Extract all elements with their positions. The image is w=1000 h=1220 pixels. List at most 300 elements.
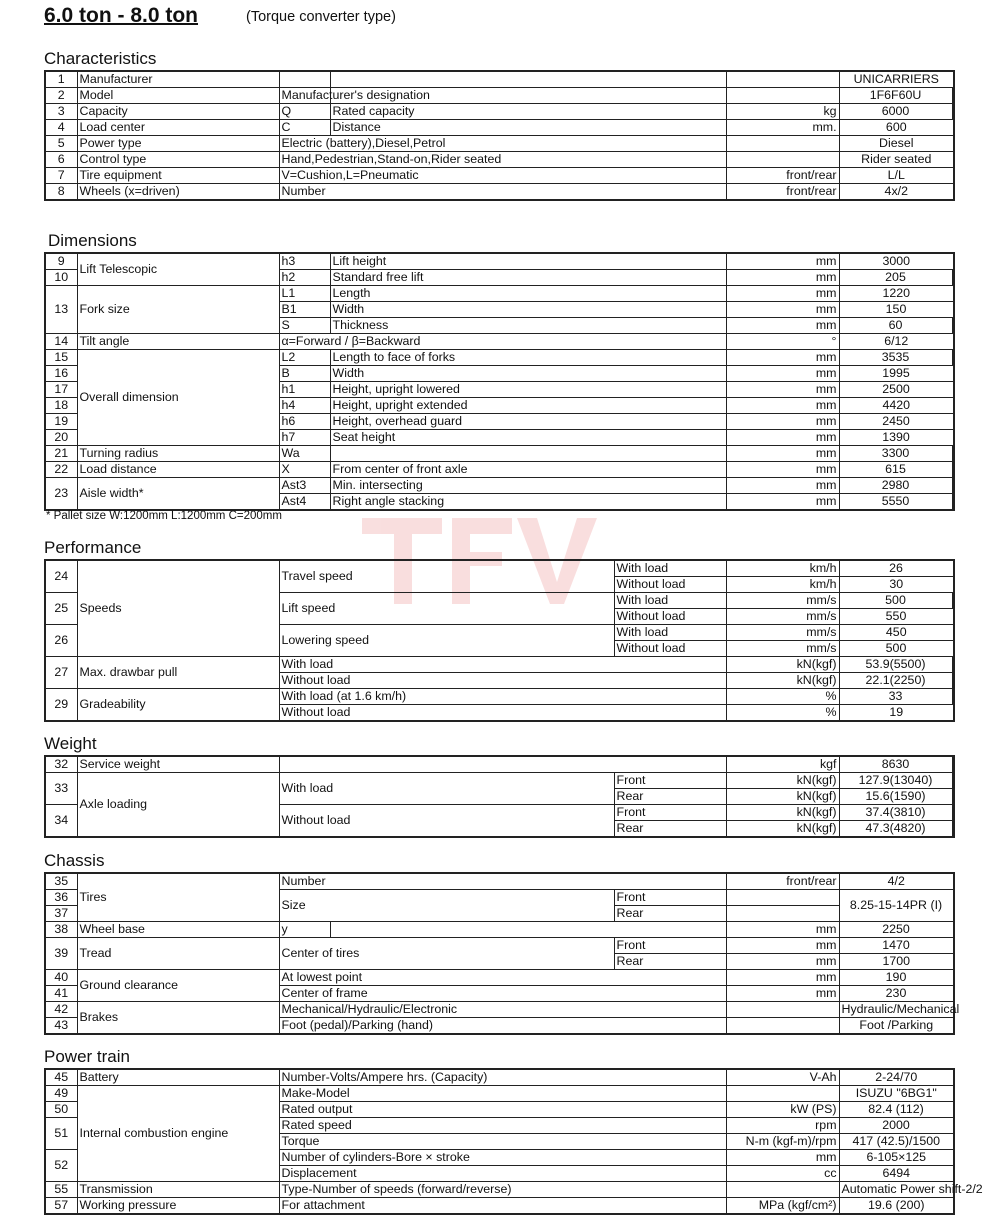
row-number: 50 [45,1102,77,1118]
value-cell: 82.4 (112) [839,1102,953,1118]
row-number: 39 [45,938,77,970]
item-name: Transmission [77,1182,279,1198]
value-cell: Foot /Parking [839,1018,954,1035]
item-name: Brakes [77,1002,279,1035]
table-row [45,1198,954,1215]
symbol: Manufacturer's designation [279,88,330,104]
table-row [45,773,954,789]
value-cell [953,104,954,120]
value-cell: 33 [839,689,952,705]
unit: mm [726,382,839,398]
table-row [45,1086,954,1102]
value-cell [953,446,954,462]
value-cell: 30 [839,577,954,593]
sub-condition: Without load [614,577,726,593]
unit [726,1086,839,1102]
table-row [45,120,954,136]
value-cell: 2450 [839,414,953,430]
description: Number [279,184,726,201]
description: Number-Volts/Ampere hrs. (Capacity) [279,1069,726,1086]
sub-condition: Without load [614,609,726,625]
description: Without load [279,805,614,838]
unit: mm/s [726,609,839,625]
table-row [45,446,954,462]
value-cell: 60 [839,318,952,334]
value-cell [953,789,954,805]
value-cell: 190 [839,970,953,986]
table-row [45,1182,954,1198]
value-cell [953,609,954,625]
symbol [279,71,330,88]
value-cell [953,366,954,382]
item-name: Battery [77,1069,279,1086]
description [279,756,726,773]
table-row [45,71,954,88]
unit [726,890,839,906]
unit: % [726,689,839,705]
unit: kN(kgf) [726,789,839,805]
item-name: Load distance [77,462,279,478]
value-cell [953,773,954,789]
item-name: Manufacturer [77,71,279,88]
section-title-chassis: Chassis [44,851,105,870]
value-cell [953,890,954,922]
value-cell: 3000 [839,253,954,270]
value-cell: 6494 [839,1166,954,1182]
table-row [45,873,954,890]
row-number: 14 [45,334,77,350]
unit: mm [726,350,839,366]
table-row [45,1069,954,1086]
item-name: Turning radius [77,446,279,462]
footnote: * Pallet size W:1200mm L:1200mm C=200mm [46,510,282,522]
description: Number [279,873,726,890]
row-number: 21 [45,446,77,462]
value-cell: 2-24/70 [839,1069,954,1086]
symbol: Ast3 [279,478,330,494]
value-cell [953,657,954,673]
description: Rated speed [279,1118,726,1134]
value-cell: 150 [839,302,953,318]
unit: kgf [726,756,839,773]
unit: rpm [726,1118,839,1134]
row-number: 32 [45,756,77,773]
value-cell: Automatic Power shift-2/2 [839,1182,954,1198]
table-row [45,136,954,152]
value-cell [953,1102,954,1118]
unit: kN(kgf) [726,657,839,673]
sub-condition: Rear [614,906,726,922]
unit: cc [726,1166,839,1182]
unit: ° [726,334,839,350]
description: With load [279,657,726,673]
value-cell [953,478,954,494]
unit [726,136,839,152]
item-name: Tread [77,938,279,970]
description: Foot (pedal)/Parking (hand) [279,1018,726,1035]
value-cell: 19 [839,705,954,722]
table-row [45,88,954,104]
value-cell [953,641,954,657]
value-cell: 1390 [839,430,953,446]
value-cell [953,270,954,286]
item-name: Axle loading [77,773,279,838]
value-cell [953,494,954,511]
table-row [45,462,954,478]
value-cell: 500 [839,593,952,609]
description: Lift speed [279,593,614,625]
row-number: 51 [45,1118,77,1150]
value-cell [953,922,954,938]
value-cell: 1F6F60U [839,88,952,104]
table-row [45,756,954,773]
description: Seat height [330,430,726,446]
table-weight [44,755,955,838]
unit [726,1018,839,1035]
item-name: Load center [77,120,279,136]
table-row [45,689,954,705]
description: Height, upright lowered [330,382,726,398]
value-cell: 26 [839,560,953,577]
value-cell [953,88,954,104]
value-cell: 6/12 [839,334,954,350]
unit: mm [726,954,839,970]
value-cell: 2250 [839,922,953,938]
unit: mm [726,986,839,1002]
value-cell: 53.9(5500) [839,657,952,673]
description: Rated capacity [330,104,726,120]
row-number: 3 [45,104,77,120]
value-cell: 4420 [839,398,954,414]
value-cell [953,462,954,478]
item-name: Speeds [77,560,279,657]
row-number: 42 [45,1002,77,1018]
symbol: X [279,462,330,478]
item-name: Capacity [77,104,279,120]
symbol: L1 [279,286,330,302]
description [330,446,726,462]
description: From center of front axle [330,462,726,478]
row-number: 34 [45,805,77,838]
row-number: 24 [45,560,77,593]
item-name: Service weight [77,756,279,773]
value-cell: 5550 [839,494,952,511]
page-subtitle: (Torque converter type) [246,9,396,25]
table-row [45,350,954,366]
symbol: B1 [279,302,330,318]
section-title-weight: Weight [44,734,97,753]
section-title-power-train: Power train [44,1047,130,1066]
item-name: Gradeability [77,689,279,722]
value-cell: 1995 [839,366,953,382]
item-name: Wheel base [77,922,279,938]
description: Rated output [279,1102,726,1118]
value-cell: ISUZU "6BG1" [839,1086,954,1102]
table-row [45,938,954,954]
value-cell: 3535 [839,350,952,366]
symbol: h2 [279,270,330,286]
unit: mm [726,1150,839,1166]
value-cell [953,821,954,838]
value-cell: 8.25-15-14PR (I) [839,890,953,922]
table-row [45,253,954,270]
symbol: Wa [279,446,330,462]
unit: mm [726,253,839,270]
item-name: Aisle width* [77,478,279,511]
value-cell: 615 [839,462,952,478]
description: For attachment [279,1198,726,1215]
value-cell [953,350,954,366]
unit: mm [726,970,839,986]
unit: mm [726,938,839,954]
unit: mm [726,366,839,382]
value-cell: 417 (42.5)/1500 [839,1134,954,1150]
item-name: Tilt angle [77,334,279,350]
description: With load [279,773,614,805]
value-cell: Rider seated [839,152,954,168]
value-cell: 1700 [839,954,954,970]
row-number: 41 [45,986,77,1002]
description: Distance [330,120,726,136]
unit: kN(kgf) [726,805,839,821]
unit: mm [726,318,839,334]
sub-condition: Rear [614,821,726,838]
row-number: 38 [45,922,77,938]
row-number: 15 [45,350,77,366]
table-row [45,478,954,494]
item-name: Tire equipment [77,168,279,184]
description: Make-Model [279,1086,726,1102]
unit: mm [726,398,839,414]
table-row [45,104,954,120]
value-cell [953,430,954,446]
unit [726,71,839,88]
description: Length to face of forks [330,350,726,366]
value-cell: 47.3(4820) [839,821,952,838]
value-cell [953,382,954,398]
item-name: Fork size [77,286,279,334]
unit: kN(kgf) [726,773,839,789]
row-number: 17 [45,382,77,398]
row-number: 4 [45,120,77,136]
value-cell: L/L [839,168,954,184]
symbol: B [279,366,330,382]
unit: mm [726,922,839,938]
section-title-characteristics: Characteristics [44,49,157,68]
value-cell [953,318,954,334]
value-cell: Hydraulic/Mechanical [839,1002,954,1018]
table-power-train [44,1068,983,1215]
row-number: 43 [45,1018,77,1035]
description: Right angle stacking [330,494,726,511]
description: Width [330,366,726,382]
section-title-dimensions: Dimensions [48,231,137,250]
unit: % [726,705,839,722]
sub-condition: With load [614,560,726,577]
description: Without load [279,673,726,689]
description: Lowering speed [279,625,614,657]
table-row [45,168,954,184]
row-number: 49 [45,1086,77,1102]
description: Height, upright extended [330,398,726,414]
table-dimensions [44,252,955,511]
row-number: 10 [45,270,77,286]
description: Mechanical/Hydraulic/Electronic [279,1002,726,1018]
unit: front/rear [726,184,839,201]
table-row [45,1002,954,1018]
unit: mm [726,446,839,462]
item-name: Model [77,88,279,104]
row-number: 19 [45,414,77,430]
symbol: S [279,318,330,334]
unit [726,152,839,168]
value-cell [953,689,954,705]
sub-condition: With load [614,593,726,609]
row-number: 40 [45,970,77,986]
value-cell: 1470 [839,938,953,954]
description: Size [279,890,614,922]
value-cell: 450 [839,625,954,641]
description: Hand,Pedestrian,Stand-on,Rider seated [279,152,726,168]
value-cell: 22.1(2250) [839,673,952,689]
row-number: 22 [45,462,77,478]
row-number: 29 [45,689,77,722]
description: Displacement [279,1166,726,1182]
value-cell: 2000 [839,1118,953,1134]
table-row [45,657,954,673]
item-name: Internal combustion engine [77,1086,279,1182]
item-name: Lift Telescopic [77,253,279,286]
row-number: 36 [45,890,77,906]
sub-condition: With load [614,625,726,641]
sub-condition: Without load [614,641,726,657]
sub-condition: Front [614,773,726,789]
table-performance [44,559,955,722]
item-name: Ground clearance [77,970,279,1002]
unit: V-Ah [726,1069,839,1086]
unit: mm/s [726,625,839,641]
row-number: 1 [45,71,77,88]
symbol: y [279,922,330,938]
row-number: 8 [45,184,77,201]
value-cell: 2980 [839,478,952,494]
value-cell: 4/2 [839,873,954,890]
unit: N-m (kgf-m)/rpm [726,1134,839,1150]
unit: mm/s [726,593,839,609]
row-number: 45 [45,1069,77,1086]
row-number: 23 [45,478,77,511]
unit: mm [726,430,839,446]
unit: km/h [726,560,839,577]
description [330,71,726,88]
symbol: h3 [279,253,330,270]
sub-condition: Front [614,938,726,954]
table-row [45,922,954,938]
unit: mm [726,478,839,494]
description: Number of cylinders-Bore × stroke [279,1150,726,1166]
symbol: L2 [279,350,330,366]
row-number: 5 [45,136,77,152]
table-row [45,152,954,168]
row-number: 55 [45,1182,77,1198]
unit [726,1002,839,1018]
row-number: 20 [45,430,77,446]
row-number: 57 [45,1198,77,1215]
unit: MPa (kgf/cm²) [726,1198,839,1215]
item-name: Wheels (x=driven) [77,184,279,201]
item-name: Tires [77,873,279,922]
row-number: 35 [45,873,77,890]
item-name: Power type [77,136,279,152]
section-title-performance: Performance [44,538,142,557]
unit: mm [726,270,839,286]
value-cell [953,970,954,986]
sub-condition: Front [614,805,726,821]
value-cell: 500 [839,641,953,657]
description: Standard free lift [330,270,726,286]
sub-condition: Rear [614,954,726,970]
unit [726,906,839,922]
description: At lowest point [279,970,726,986]
symbol: h6 [279,414,330,430]
row-number: 26 [45,625,77,657]
unit [726,1182,839,1198]
symbol: Q [279,104,330,120]
value-cell [953,1118,954,1134]
value-cell: 6000 [839,104,952,120]
description: Length [330,286,726,302]
description: Width [330,302,726,318]
row-number: 18 [45,398,77,414]
row-number: 7 [45,168,77,184]
value-cell: UNICARRIERS [839,71,954,88]
value-cell [953,986,954,1002]
table-chassis [44,872,960,1035]
value-cell: 1220 [839,286,954,302]
row-number: 6 [45,152,77,168]
unit: mm [726,414,839,430]
description: Min. intersecting [330,478,726,494]
description: Travel speed [279,560,614,593]
description: Lift height [330,253,726,270]
value-cell [953,938,954,954]
row-number: 37 [45,906,77,922]
sub-condition: Front [614,890,726,906]
row-number: 25 [45,593,77,625]
description: Type-Number of speeds (forward/reverse) [279,1182,726,1198]
description: α=Forward / β=Backward [279,334,726,350]
symbol: C [279,120,330,136]
value-cell [953,593,954,609]
value-cell [953,805,954,821]
description: V=Cushion,L=Pneumatic [279,168,726,184]
value-cell [953,756,954,773]
value-cell [953,302,954,318]
table-characteristics [44,70,955,201]
unit [726,88,839,104]
table-row [45,560,954,577]
value-cell: 230 [839,986,953,1002]
row-number: 52 [45,1150,77,1182]
unit: mm [726,494,839,511]
value-cell: 37.4(3810) [839,805,952,821]
description: Electric (battery),Diesel,Petrol [279,136,726,152]
description: Without load [279,705,726,722]
table-row [45,334,954,350]
description: Center of tires [279,938,614,970]
table-row [45,286,954,302]
unit: mm. [726,120,839,136]
